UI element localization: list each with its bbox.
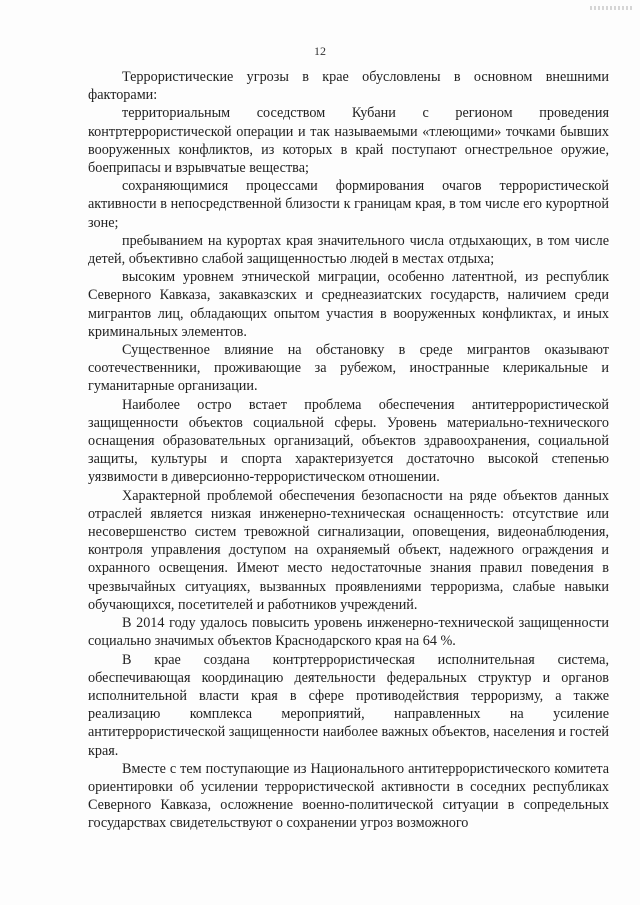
document-body [88,68,609,833]
paragraph: сохраняющимися процессами формирования очагов террористической активности в непосредственной близости к границам края, в том числе его курортной зоне; [88,178,609,231]
paragraph: Террористические угрозы в крае обусловлены в основном внешними факторами: [88,69,609,104]
paragraph: высоким уровнем этнической миграции, особенно латентной, из республик Северного Кавказа, закавказских и среднеазиатских государств, наличием среди мигрантов лиц, обладающих опытом участия в вооруженных конфликтах, и иных криминальных элементов. [88,269,609,340]
paragraph: Существенное влияние на обстановку в среде мигрантов оказывают соотечественники, проживающие за рубежом, иностранные клерикальные и гуманитарные организации. [88,342,609,395]
paragraph: Характерной проблемой обеспечения безопасности на ряде объектов данных отраслей является низкая инженерно-техническая оснащенность: отсутствие или несовершенство систем тревожной сигнализации, оповещения, видеонаблюдения, контроля управления доступом на охраняемый объект, надежного ограждения и охранного освещения. Имеют место недостаточные знания правил поведения в чрезвычайных ситуациях, вызванных проявлениями терроризма, слабые навыки обучающихся, посетителей и работников учреждений. [88,487,609,613]
paragraph: Наиболее остро встает проблема обеспечения антитеррористической защищенности объектов социальной сферы. Уровень материально-технического оснащения образовательных организаций, объектов здравоохранения, социальной защиты, культуры и спорта характеризуется достаточно высокой степенью уязвимости в диверсионно-террористическом отношении. [88,396,609,486]
paragraph: пребыванием на курортах края значительного числа отдыхающих, в том числе детей, объективно слабой защищенностью людей в местах отдыха; [88,232,609,268]
page-number: 12 [314,44,326,58]
paragraph: В крае создана контртеррористическая исполнительная система, обеспечивающая координацию деятельности федеральных структур и органов исполнительной власти края в сфере противодействия терроризму, а также реализацию комплекса мероприятий, направленных на усиление антитеррористической защищенности наиболее важных объектов, населения и гостей края. [88,651,609,759]
scan-mark [590,6,632,10]
paragraph: территориальным соседством Кубани с регионом проведения контртеррористической операции и так называемыми «тлеющими» точками бывших вооруженных конфликтов, из которых в край поступают огнестрельное оружие, боеприпасы и взрывчатые вещества; [88,105,609,177]
paragraph: В 2014 году удалось повысить уровень инженерно-технической защищенности социально значимых объектов Краснодарского края на 64 %. [88,615,609,650]
paragraph: Вместе с тем поступающие из Национального антитеррористического комитета ориентировки об усилении террористической активности в соседних республиках Северного Кавказа, осложнение военно-политической ситуации в сопредельных государствах свидетельствуют о сохранении угроз возможного [88,760,609,832]
